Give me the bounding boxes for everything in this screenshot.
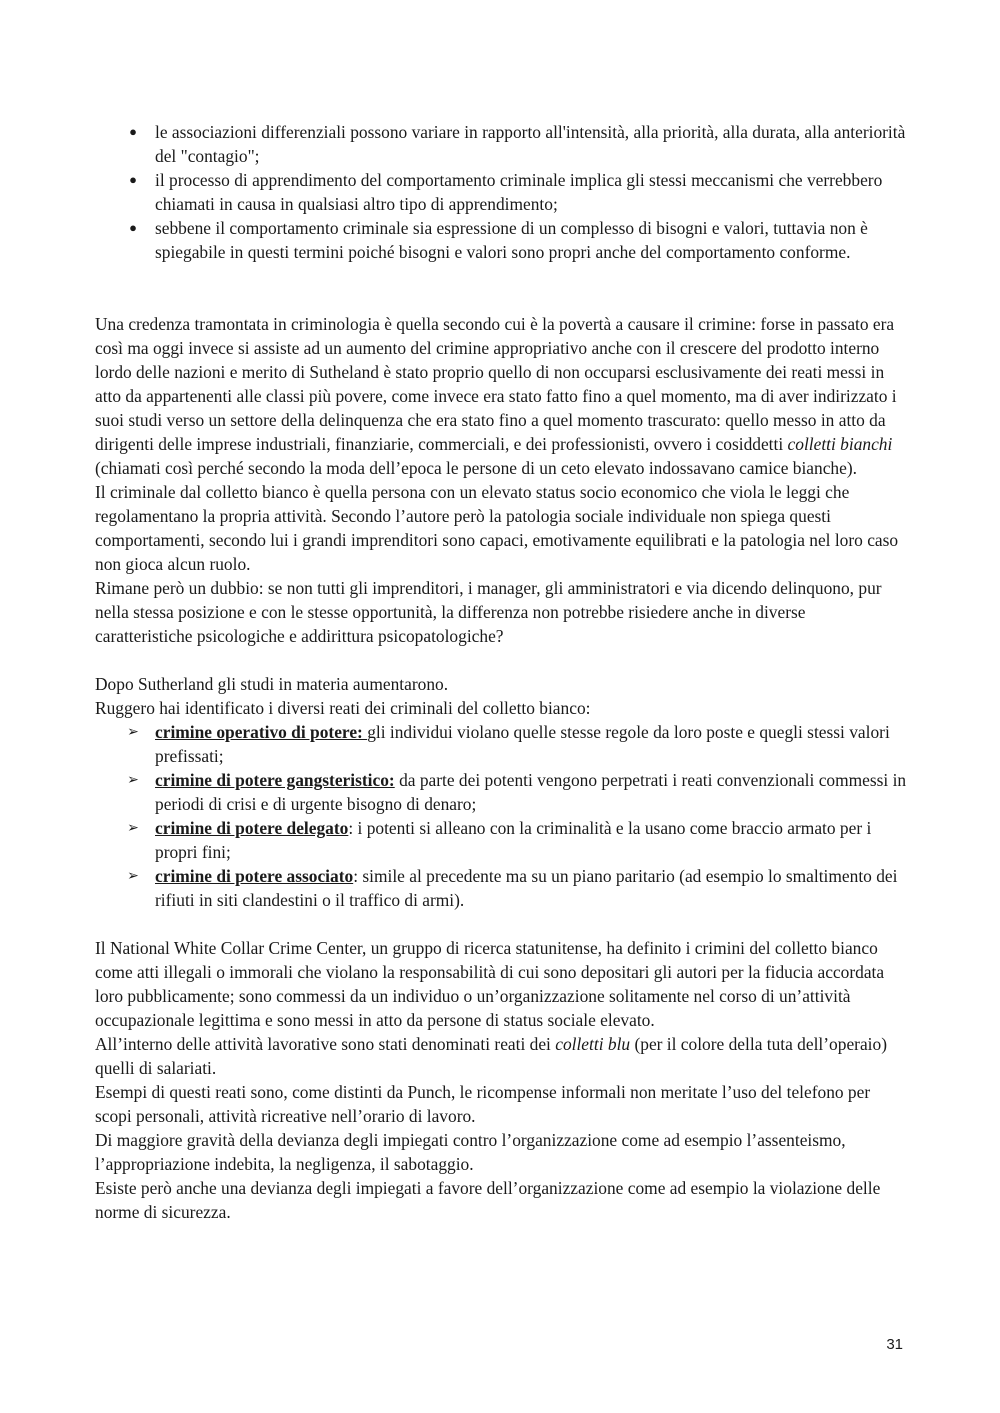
bullet-item: ● il processo di apprendimento del comportamento criminale implica gli stessi meccanismi che verrebbero chiamati in causa in qualsiasi altro tipo di apprendimento; [129,170,883,214]
paragraph-deviance-for: Esiste però anche una devianza degli impiegati a favore dell’organizzazione come ad esempio la violazione delle norme di sicurezza. [95,1178,881,1222]
paragraph-blue-collar: All’interno delle attività lavorative sono stati denominati reati dei colletti blu (per il colore della tuta dell’operaio) quelli di salariati. [95,1034,887,1078]
crime-type-item: ➢ crimine di potere associato: simile al precedente ma su un piano paritario (ad esempio lo smaltimento dei rifiuti in siti clandestini o il traffico di armi). [95,864,907,912]
page-number: 31 [886,1336,903,1353]
italic-term: colletti blu [555,1034,631,1054]
crime-types-list [95,720,907,912]
crime-type-item: ➢ crimine operativo di potere: gli individui violano quelle stesse regole da loro poste e quegli stessi valori prefissati; [95,720,907,768]
arrow-bullet-icon: ➢ [127,820,139,836]
paragraph-punch-examples: Esempi di questi reati sono, come distinti da Punch, le ricompense informali non meritate l’uso del telefono per scopi personali, attività ricreative nell’orario di lavoro. [95,1082,871,1126]
paragraph-doubt: Rimane però un dubbio: se non tutti gli imprenditori, i manager, gli amministratori e via dicendo delinquono, pur nella stessa posizione e con le stesse opportunità, la differenza non potrebbe risiedere anche in diverse caratteristiche psicologiche e addirittura psicopatologiche? [95,578,882,646]
arrow-bullet-icon: ➢ [127,868,139,884]
paragraph-white-collar-definition: Il criminale dal colletto bianco è quella persona con un elevato status socio economico che viola le leggi che regolamentano la propria attività. Secondo l’autore però la patologia sociale individuale non spiega questi comportamenti, secondo lui i grandi imprenditori sono capaci, emotivamente equilibrati e la patologia nel loro caso non gioca alcun ruolo. [95,482,899,574]
paragraph-nw3c: Il National White Collar Crime Center, un gruppo di ricerca statunitense, ha definito i crimini del colletto bianco come atti illegali o immorali che violano la responsabilità di cui sono depositari gli autori per la fiducia accordata loro pubblicamente; sono commessi da un individuo o un’organizzazione solitamente nel corso di un’attività occupazionale legittima e sono messi in atto da persone di status sociale elevato. [95,938,885,1030]
bullet-item: ● sebbene il comportamento criminale sia espressione di un complesso di bisogni e valori, tuttavia non è spiegabile in questi termini poiché bisogni e valori sono propri anche del comportamento conforme. [129,218,868,262]
bullet-list [95,120,907,264]
paragraph-deviance-against: Di maggiore gravità della devianza degli impiegati contro l’organizzazione come ad esempio l’assenteismo, l’appropriazione indebita, la negligenza, il sabotaggio. [95,1130,846,1174]
italic-term: colletti bianchi [787,434,893,454]
crime-type-item: ➢ crimine di potere delegato: i potenti si alleano con la criminalità e la usano come braccio armato per i propri fini; [95,816,907,864]
crime-type-item: ➢ crimine di potere gangsteristico: da parte dei potenti vengono perpetrati i reati convenzionali commessi in periodi di crisi e di urgente bisogno di denaro; [95,768,907,816]
page-content [95,120,907,1224]
bullet-icon: ● [129,172,137,187]
paragraph-poverty-crime: Una credenza tramontata in criminologia è quella secondo cui è la povertà a causare il crimine: forse in passato era così ma oggi invece si assiste ad un aumento del crimine appropriativo anche con il crescere del prodotto interno lordo delle nazioni e merito di Sutheland è stato proprio quello di non occuparsi esclusivamente dei reati messi in atto da appartenenti alle classi più povere, come invece era stato fatto fino a quel momento, ma di aver indirizzato i suoi studi verso un settore della delinquenza che era stato fino a quel momento trascurato: quello messo in atto da dirigenti delle imprese industriali, finanziarie, commerciali, e dei professionisti, ovvero i cosiddetti colletti bianchi (chiamati così perché secondo la moda dell’epoca le persone di un ceto elevato indossavano camice bianche). [95,314,897,478]
bullet-icon: ● [129,220,137,235]
bullet-item: ● le associazioni differenziali possono variare in rapporto all'intensità, alla priorità, alla durata, alla anteriorità del "contagio"; [129,122,906,166]
paragraph-after-sutherland: Dopo Sutherland gli studi in materia aumentarono. [95,674,449,694]
arrow-bullet-icon: ➢ [127,772,139,788]
arrow-bullet-icon: ➢ [127,724,139,740]
paragraph-ruggero: Ruggero hai identificato i diversi reati dei criminali del colletto bianco: [95,698,591,718]
bullet-icon: ● [129,124,137,139]
